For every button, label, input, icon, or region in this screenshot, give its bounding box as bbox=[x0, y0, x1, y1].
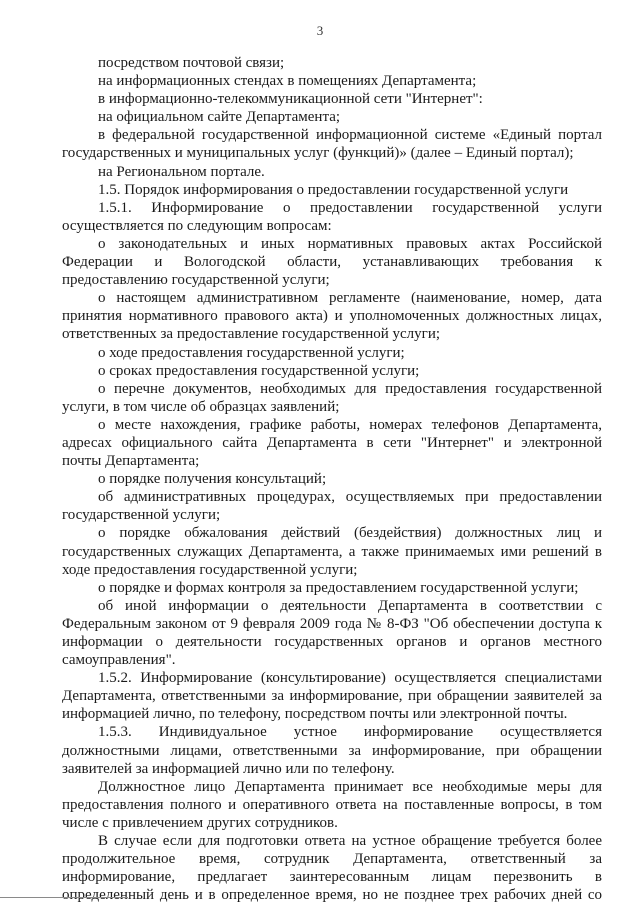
text-line: Должностное лицо Департамента принимает все необходимые меры для bbox=[98, 778, 602, 795]
text-line: о законодательных и иных нормативных правовых актах Российской bbox=[98, 235, 602, 252]
text-line: 1.5.2. Информирование (консультирование) осуществляется специалистами bbox=[98, 670, 602, 687]
text-line: числе с привлечением других сотрудников. bbox=[62, 814, 338, 831]
text-line: о порядке обжалования действий (бездействия) должностных лиц и bbox=[98, 525, 602, 542]
text-line: о перечне документов, необходимых для предоставления государственной bbox=[98, 380, 602, 397]
text-line: 1.5. Порядок информирования о предоставлении государственной услуги bbox=[98, 181, 569, 198]
text-line: самоуправления". bbox=[62, 652, 176, 669]
text-line: предоставлению государственной услуги; bbox=[62, 272, 330, 289]
text-line: определенный день и в определенное время, но не позднее трех рабочих дней со bbox=[62, 887, 602, 904]
text-line: на официальном сайте Департамента; bbox=[98, 109, 341, 126]
text-line: о месте нахождения, графике работы, номерах телефонов Департамента, bbox=[98, 416, 602, 433]
text-line: Департамента, ответственными за информирование, при обращении заявителей за bbox=[62, 688, 602, 705]
text-line: информацией лично, по телефону, посредством почты или электронной почты. bbox=[62, 706, 568, 723]
text-line: 1.5.1. Информирование о предоставлении государственной услуги bbox=[98, 199, 602, 216]
text-line: предоставления полного и оперативного ответа на поставленные вопросы, в том bbox=[62, 796, 602, 813]
text-line: ходе предоставления государственной услуги; bbox=[62, 561, 358, 578]
text-line: Федеральным законом от 9 февраля 2009 года № 8-ФЗ "Об обеспечении доступа к bbox=[62, 615, 602, 632]
text-line: заявителей за информацией лично или по телефону. bbox=[62, 760, 395, 777]
footnote-separator bbox=[0, 897, 128, 898]
text-line: продолжительное время, сотрудник Департамента, ответственный за bbox=[62, 851, 602, 868]
text-line: Федерации и Вологодской области, устанавливающих требования к bbox=[62, 254, 602, 271]
text-line: должностными лицами, ответственными за информирование, при обращении bbox=[62, 742, 602, 759]
text-line: услуги, в том числе об образцах заявлений; bbox=[62, 398, 340, 415]
text-line: посредством почтовой связи; bbox=[98, 55, 285, 71]
text-line: о ходе предоставления государственной услуги; bbox=[98, 344, 405, 361]
text-line: информации о деятельности государственных органов и органов местного bbox=[62, 634, 602, 650]
text-line: ответственных за предоставление государственной услуги; bbox=[62, 326, 441, 343]
text-line: государственной услуги; bbox=[62, 507, 221, 524]
text-line: информирование, предлагает заинтересованным лицам перезвонить в bbox=[62, 869, 602, 886]
text-line: о порядке получения консультаций; bbox=[98, 471, 327, 488]
text-line: в информационно-телекоммуникационной сети "Интернет": bbox=[98, 91, 483, 108]
text-line: государственных служащих Департамента, а также принимаемых ими решений в bbox=[62, 543, 602, 560]
text-line: 1.5.3. Индивидуальное устное информирование осуществляется bbox=[98, 724, 602, 741]
text-line: на информационных стендах в помещениях Департамента; bbox=[98, 73, 477, 90]
text-line: принятия нормативного правового акта) и уполномоченных должностных лицах, bbox=[62, 308, 602, 325]
page-number: 3 bbox=[316, 23, 324, 38]
text-line: на Региональном портале. bbox=[98, 163, 265, 180]
text-line: об административных процедурах, осуществляемых при предоставлении bbox=[98, 489, 602, 506]
text-line: в федеральной государственной информационной системе «Единый портал bbox=[98, 127, 602, 144]
text-line: осуществляется по следующим вопросам: bbox=[62, 217, 332, 234]
body-text bbox=[62, 54, 602, 904]
text-line: об иной информации о деятельности Департамента в соответствии с bbox=[98, 597, 602, 614]
text-line: о сроках предоставления государственной услуги; bbox=[98, 362, 420, 379]
text-line: о порядке и формах контроля за предоставлением государственной услуги; bbox=[98, 579, 579, 596]
text-line: о настоящем административном регламенте (наименование, номер, дата bbox=[98, 290, 602, 307]
text-line: государственных и муниципальных услуг (функций)» (далее – Единый портал); bbox=[62, 145, 574, 162]
text-line: почты Департамента; bbox=[62, 453, 200, 470]
text-line: адресах официального сайта Департамента в сети "Интернет" и электронной bbox=[62, 434, 602, 451]
text-line: В случае если для подготовки ответа на устное обращение требуется более bbox=[98, 833, 602, 850]
